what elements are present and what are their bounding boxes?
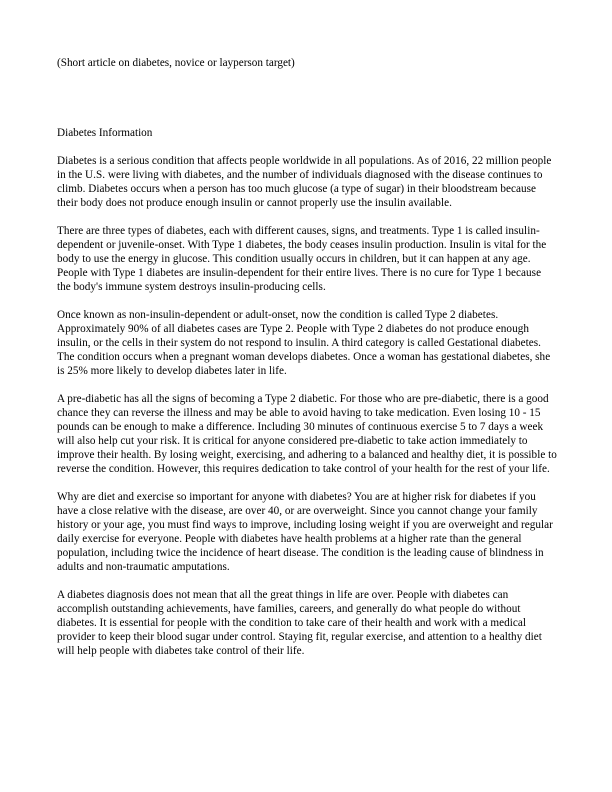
paragraph-spacer [57,378,557,392]
paragraph-4: A pre-diabetic has all the signs of becoming a Type 2 diabetic. For those who are pre-diabetic, there is a good chance they can reverse the illness and may be able to avoid having to take medication. Even losing 10 - 15 pounds can be enough to make a difference. Including 30 minutes of continuous exercise 5 to 7 days a week will also help cut your risk. It is critical for anyone considered pre-diabetic to take action immediately to improve their health. By losing weight, exercising, and adhering to a balanced and healthy diet, it is possible to reverse the condition. However, this requires dedication to take control of your health for the rest of your life. [57,393,557,475]
paragraph-6: A diabetes diagnosis does not mean that all the great things in life are over. People with diabetes can accomplish outstanding achievements, have families, careers, and generally do what people do without diabetes. It is essential for people with the condition to take care of their health and work with a medical provider to keep their blood sugar under control. Staying fit, regular exercise, and attention to a healthy diet will help people with diabetes take control of their life. [57,589,542,657]
paragraph-spacer [57,574,557,588]
spacer-after-title [57,140,557,154]
document-body [57,56,557,658]
paragraph-2: There are three types of diabetes, each with different causes, signs, and treatments. Type 1 is called insulin-dependent or juvenile-onset. With Type 1 diabetes, the body ceases insulin production. Insulin is vital for the body to use the energy in glucose. This condition usually occurs in children, but it can happen at any age. People with Type 1 diabetes are insulin-dependent for their entire lives. There is no cure for Type 1 because the body's immune system destroys insulin-producing cells. [57,225,547,293]
spacer-after-note [57,70,557,126]
paragraph-3: Once known as non-insulin-dependent or adult-onset, now the condition is called Type 2 diabetes. Approximately 90% of all diabetes cases are Type 2. People with Type 2 diabetes do not produce enough insulin, or the cells in their system do not respond to insulin. A third category is called Gestational diabetes. The condition occurs when a pregnant woman develops diabetes. Once a woman has gestational diabetes, she is 25% more likely to develop diabetes later in life. [57,309,551,377]
paragraph-spacer [57,294,557,308]
paragraph-5: Why are diet and exercise so important for anyone with diabetes? You are at higher risk for diabetes if you have a close relative with the disease, are over 40, or are overweight. Since you cannot change your family history or your age, you must find ways to improve, including losing weight if you are overweight and regular daily exercise for everyone. People with diabetes have health problems at a higher rate than the general population, including twice the incidence of heart disease. The condition is the leading cause of blindness in adults and non-traumatic amputations. [57,491,553,573]
paragraph-1: Diabetes is a serious condition that affects people worldwide in all populations. As of 2016, 22 million people in the U.S. were living with diabetes, and the number of individuals diagnosed with the disease continues to climb. Diabetes occurs when a person has too much glucose (a type of sugar) in their bloodstream because their body does not produce enough insulin or cannot properly use the insulin available. [57,155,552,209]
document-note: (Short article on diabetes, novice or layperson target) [57,57,295,69]
page-title: Diabetes Information [57,127,153,139]
paragraph-spacer [57,476,557,490]
paragraph-spacer [57,210,557,224]
